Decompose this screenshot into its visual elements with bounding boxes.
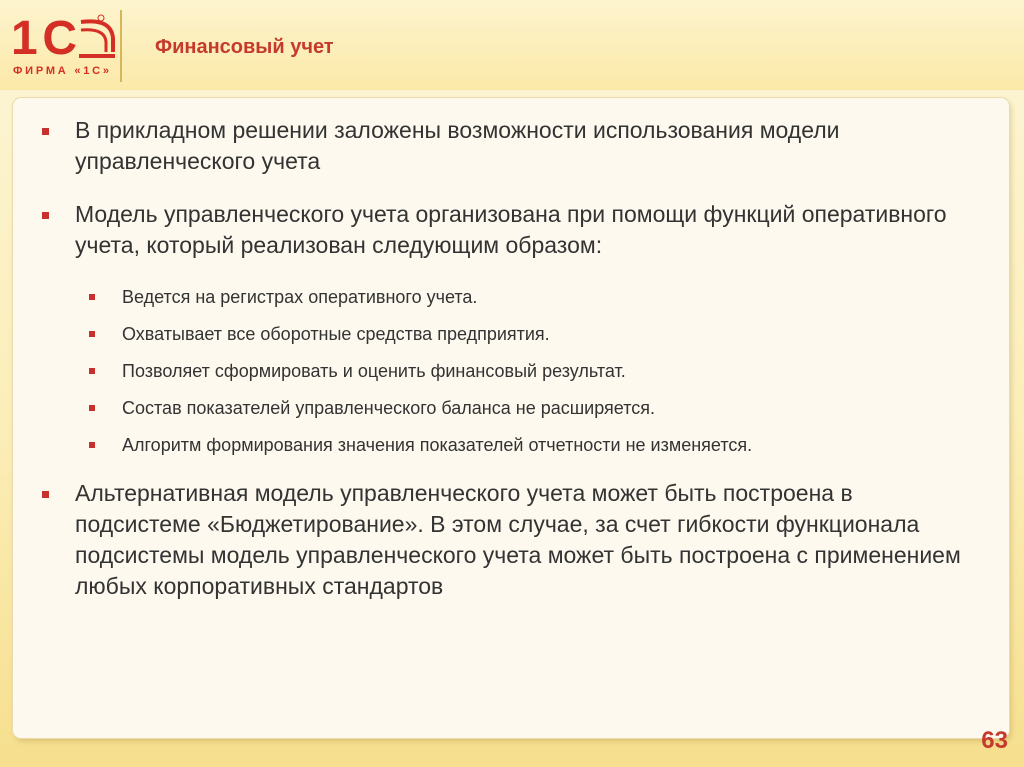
slide-header [0,0,1024,90]
square-bullet-icon [42,491,49,498]
logo-mark: 1С [11,12,77,65]
square-bullet-icon [89,405,95,411]
page-number: 63 [981,727,1008,754]
square-bullet-icon [42,212,49,219]
sub-bullet-text: Состав показателей управленческого баланса не расширяется. [122,398,655,418]
square-bullet-icon [42,128,49,135]
square-bullet-icon [89,331,95,337]
company-logo [9,12,119,84]
sub-bullet-text: Позволяет сформировать и оценить финансовый результат. [122,361,626,381]
bullet-text: Альтернативная модель управленческого учета может быть построена в подсистеме «Бюджетирование». В этом случае, за счет гибкости функционала подсистемы модель управленческого учета может быть построена с применением любых корпоративных стандартов [75,480,961,599]
square-bullet-icon [89,294,95,300]
logo-caption: ФИРМА «1С» [13,65,109,77]
bullet-text: В прикладном решении заложены возможности использования модели управленческого учета [75,117,840,174]
sub-bullet-text: Охватывает все оборотные средства предприятия. [122,324,550,344]
header-divider [120,10,122,82]
square-bullet-icon [89,368,95,374]
sub-bullet-text: Алгоритм формирования значения показателей отчетности не изменяется. [122,435,753,455]
square-bullet-icon [89,442,95,448]
content-panel [13,98,1009,738]
bullet-text: Модель управленческого учета организована при помощи функций оперативного учета, который реализован следующим образом: [75,201,947,258]
slide-title: Финансовый учет [155,36,334,58]
sub-bullet-text: Ведется на регистрах оперативного учета. [122,287,478,307]
